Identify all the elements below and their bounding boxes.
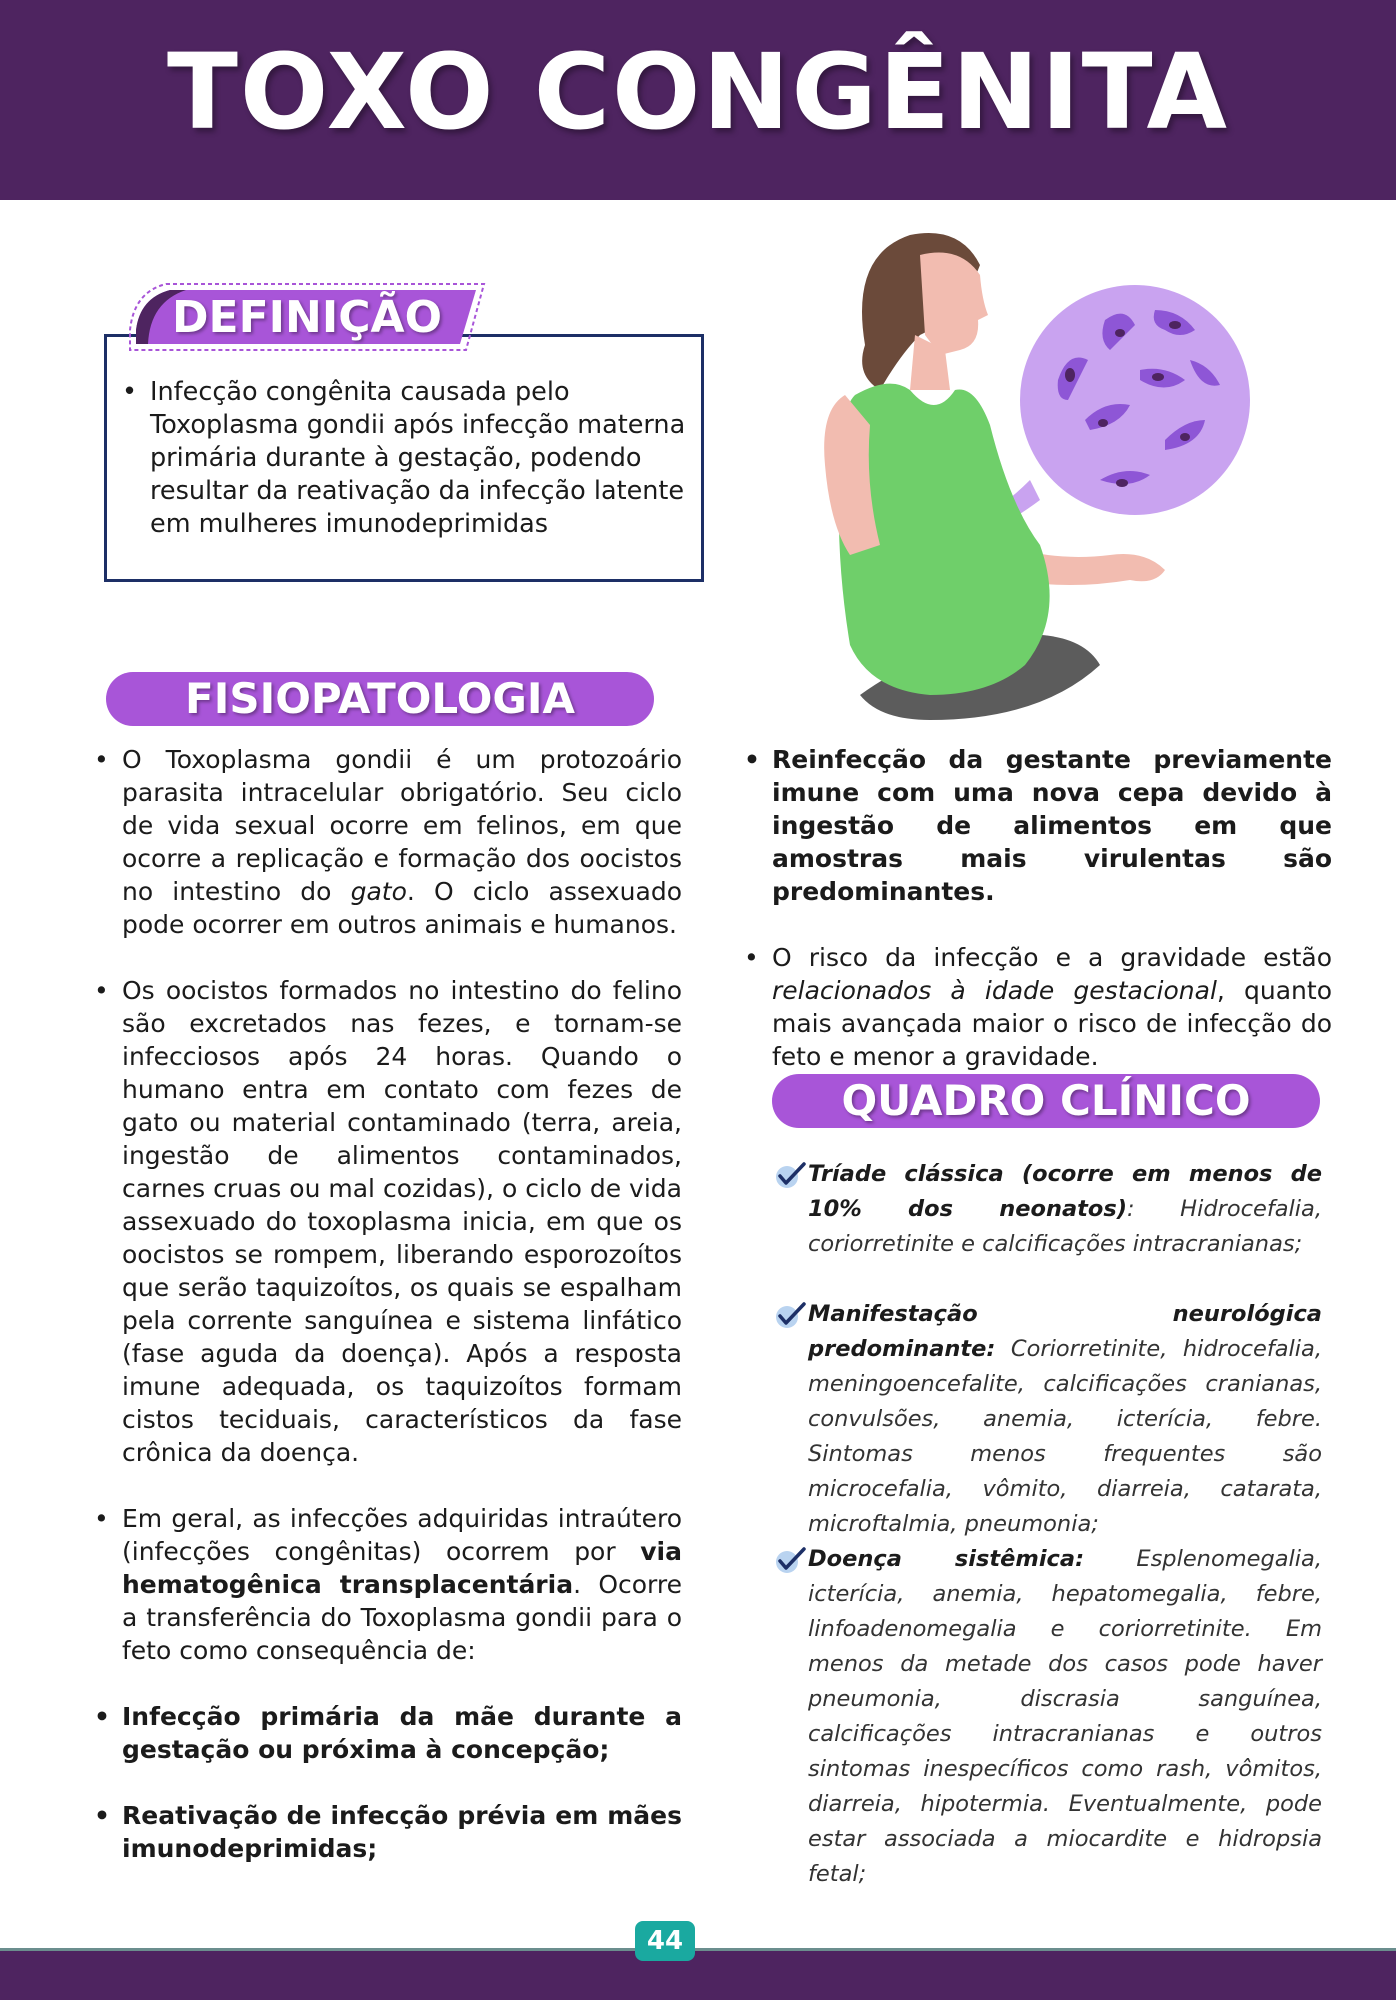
fisiopatologia-item-3: • Em geral, as infecções adquiridas intraútero (infecções congênitas) ocorrem por via hematogênica transplacentária. Ocorre a transferência do Toxoplasma gondii para o feto como consequência de: xyxy=(90,1502,682,1667)
definition-list xyxy=(118,376,688,541)
quadro-item-3: Doença sistêmica: Esplenomegalia, icterícia, anemia, hepatomegalia, febre, linfoadenomegalia e coriorretinite. Em menos da metade dos casos pode haver pneumonia, discrasia sanguínea, calcificações intracranianas e outros sintomas inespecíficos como rash, vômitos, diarreia, hipotermia. Eventualmente, pode estar associada a miocardite e hidropsia fetal; xyxy=(808,1542,1322,1892)
quadro-clinico-heading: QUADRO CLÍNICO xyxy=(841,1076,1251,1125)
quadro-item-2: Manifestação neurológica predominante: Coriorretinite, hidrocefalia, meningoencefalite, calcificações cranianas, convulsões, anemia, icterícia, febre. Sintomas menos frequentes são microcefalia, vômito, diarreia, catarata, microftalmia, pneumonia; xyxy=(808,1297,1322,1542)
fisiopatologia-item-2: • Os oocistos formados no intestino do felino são excretados nas fezes, e tornam-se infecciosos após 24 horas. Quando o humano entra em contato com fezes de gato ou material contaminado (terra, areia, ingestão de alimentos contaminados, carnes cruas ou mal cozidas), o ciclo de vida assexuado do toxoplasma inicia, em que os oocistos se rompem, liberando esporozoítos que serão taquizoítos, os quais se espalham pela corrente sanguínea e sistema linfático (fase aguda da doença). Após a resposta imune adequada, os taquizoítos formam cistos teciduais, característicos da fase crônica da doença. xyxy=(90,974,682,1469)
pregnant-woman-illustration xyxy=(810,225,1290,720)
check-icon xyxy=(774,1161,808,1189)
page-footer xyxy=(0,1948,1396,2000)
fisiopatologia-item-1: • O Toxoplasma gondii é um protozoário parasita intracelular obrigatório. Seu ciclo de vida sexual ocorre em felinos, em que ocorre a replicação e formação dos oocistos no intestino do gato. O ciclo assexuado pode ocorrer em outros animais e humanos. xyxy=(90,743,682,941)
definition-text: • Infecção congênita causada pelo Toxoplasma gondii após infecção materna primária durante à gestação, podendo resultar da reativação da infecção latente em mulheres imunodeprimidas xyxy=(118,376,688,541)
page-title: TOXO CONGÊNITA xyxy=(166,31,1229,153)
fisiopatologia-item-5: • Reativação de infecção prévia em mães imunodeprimidas; xyxy=(90,1799,682,1865)
fisiopatologia-heading: FISIOPATOLOGIA xyxy=(185,674,575,723)
page-number: 44 xyxy=(635,1921,695,1961)
check-icon xyxy=(774,1546,808,1574)
fisiopatologia-item-7: • O risco da infecção e a gravidade estão relacionados à idade gestacional, quanto mais avançada maior o risco de infecção do feto e menor a gravidade. xyxy=(740,941,1332,1073)
fisiopatologia-item-6: • Reinfecção da gestante previamente imune com uma nova cepa devido à ingestão de alimentos em que amostras mais virulentas são predominantes. xyxy=(740,743,1332,908)
fisiopatologia-right-column xyxy=(740,743,1332,1106)
fisiopatologia-left-column xyxy=(90,743,682,1898)
definition-heading: DEFINIÇÃO xyxy=(172,292,442,343)
page-header xyxy=(0,0,1396,200)
fisiopatologia-item-4: • Infecção primária da mãe durante a gestação ou próxima à concepção; xyxy=(90,1700,682,1766)
fisiopatologia-heading-pill xyxy=(106,672,654,726)
check-icon xyxy=(774,1301,808,1329)
illustration-svg xyxy=(810,225,1290,720)
quadro-item-1: Tríade clássica (ocorre em menos de 10% dos neonatos): Hidrocefalia, coriorretinite e calcificações intracranianas; xyxy=(808,1157,1322,1262)
quadro-clinico-heading-pill xyxy=(772,1074,1320,1128)
definition-heading-tab xyxy=(126,280,488,360)
